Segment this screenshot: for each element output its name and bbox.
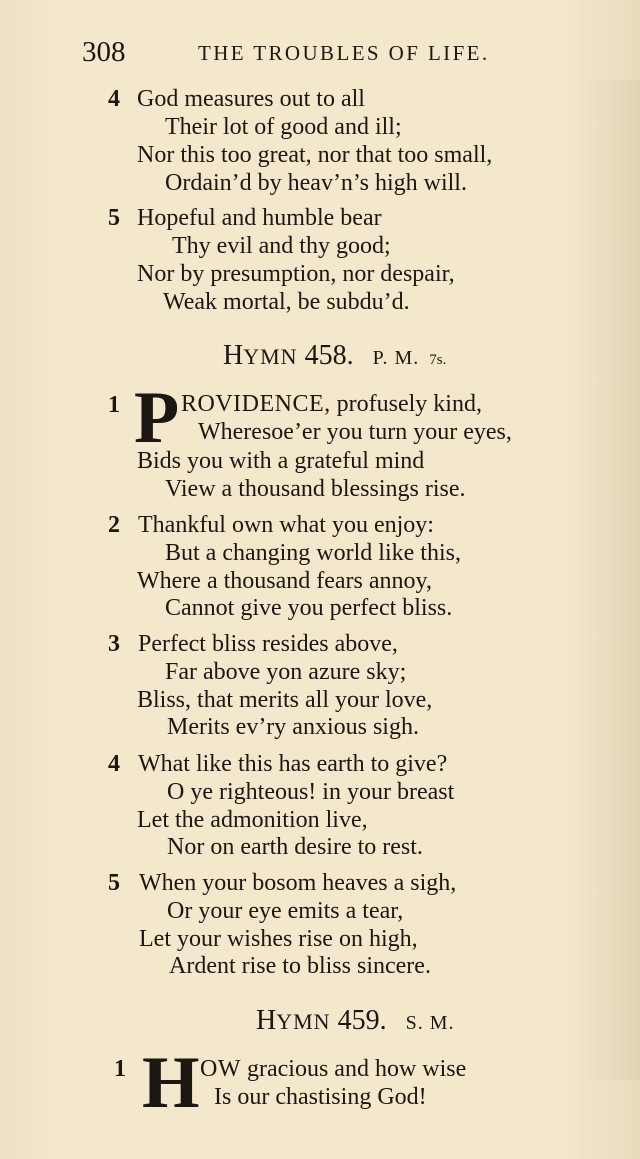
verse-line: When your bosom heaves a sigh, — [139, 870, 457, 896]
hymn-meter-detail: 7s. — [429, 352, 447, 368]
running-title: THE TROUBLES OF LIFE. — [198, 41, 490, 65]
first-line — [200, 1055, 466, 1083]
hymn-heading-initial: H — [256, 1005, 277, 1036]
verse-line: Or your eye emits a tear, — [167, 898, 404, 924]
verse-line: Weak mortal, be subdu’d. — [163, 289, 410, 315]
verse-line: Perfect bliss resides above, — [138, 631, 398, 657]
verse-number: 5 — [108, 205, 120, 231]
page-header — [82, 34, 552, 74]
verse-line: But a changing world like this, — [165, 540, 461, 566]
verse-line: God measures out to all — [137, 86, 365, 112]
verse-line: O ye righteous! in your breast — [167, 779, 455, 805]
verse-number: 3 — [108, 631, 120, 657]
first-line-rest: profusely kind, — [336, 391, 482, 417]
verse-line: Cannot give you perfect bliss. — [165, 595, 453, 621]
verse-line: Ordain’d by heav’n’s high will. — [165, 170, 467, 196]
hymn-heading-initial: H — [223, 340, 244, 371]
verse-line: Nor this too great, nor that too small, — [137, 142, 493, 168]
page-shadow — [580, 80, 640, 1080]
verse-line: Bids you with a grateful mind — [137, 448, 425, 474]
verse-number: 4 — [108, 86, 120, 112]
verse-line: Where a thousand fears annoy, — [137, 568, 432, 594]
hymn-meter: P. M. — [372, 347, 420, 369]
hymn-heading — [256, 1004, 454, 1040]
verse-number: 1 — [108, 392, 120, 418]
verse-number: 2 — [108, 512, 120, 538]
drop-cap: P — [134, 377, 180, 459]
verse-line: Hopeful and humble bear — [137, 205, 382, 231]
hymn-heading-word: YMN — [276, 1009, 331, 1034]
verse-line: Wheresoe’er you turn your eyes, — [198, 419, 512, 445]
verse-line: Ardent rise to bliss sincere. — [169, 953, 431, 979]
verse-line: Thy evil and thy good; — [172, 233, 391, 259]
verse-line: Nor by presumption, nor despair, — [137, 261, 455, 287]
verse-line: Let your wishes rise on high, — [139, 926, 418, 952]
first-line-caps: OW — [200, 1056, 241, 1082]
verse-line: Their lot of good and ill; — [165, 114, 402, 140]
verse-number: 1 — [114, 1056, 126, 1082]
hymn-heading — [223, 339, 446, 377]
drop-cap: H — [142, 1042, 200, 1124]
verse-line: What like this has earth to give? — [138, 751, 448, 777]
verse-line: Let the admonition live, — [137, 807, 368, 833]
verse-line: Bliss, that merits all your love, — [137, 687, 433, 713]
hymn-number: 458. — [304, 340, 354, 371]
verse-line: Thankful own what you enjoy: — [138, 512, 434, 538]
hymn-heading-word: YMN — [243, 344, 298, 369]
verse-line: Is our chastising God! — [214, 1084, 427, 1110]
first-line-caps: ROVIDENCE, — [181, 391, 331, 417]
verse-line: View a thousand blessings rise. — [165, 476, 466, 502]
verse-line: Nor on earth desire to rest. — [167, 834, 423, 860]
hymn-meter: S. M. — [405, 1012, 455, 1034]
hymn-number: 459. — [337, 1005, 387, 1036]
page-number: 308 — [82, 36, 126, 68]
verse-line: Far above yon azure sky; — [165, 659, 407, 685]
verse-number: 5 — [108, 870, 120, 896]
first-line — [181, 390, 482, 418]
verse-line: Merits ev’ry anxious sigh. — [167, 714, 419, 740]
verse-number: 4 — [108, 751, 120, 777]
first-line-rest: gracious and how wise — [246, 1056, 467, 1082]
